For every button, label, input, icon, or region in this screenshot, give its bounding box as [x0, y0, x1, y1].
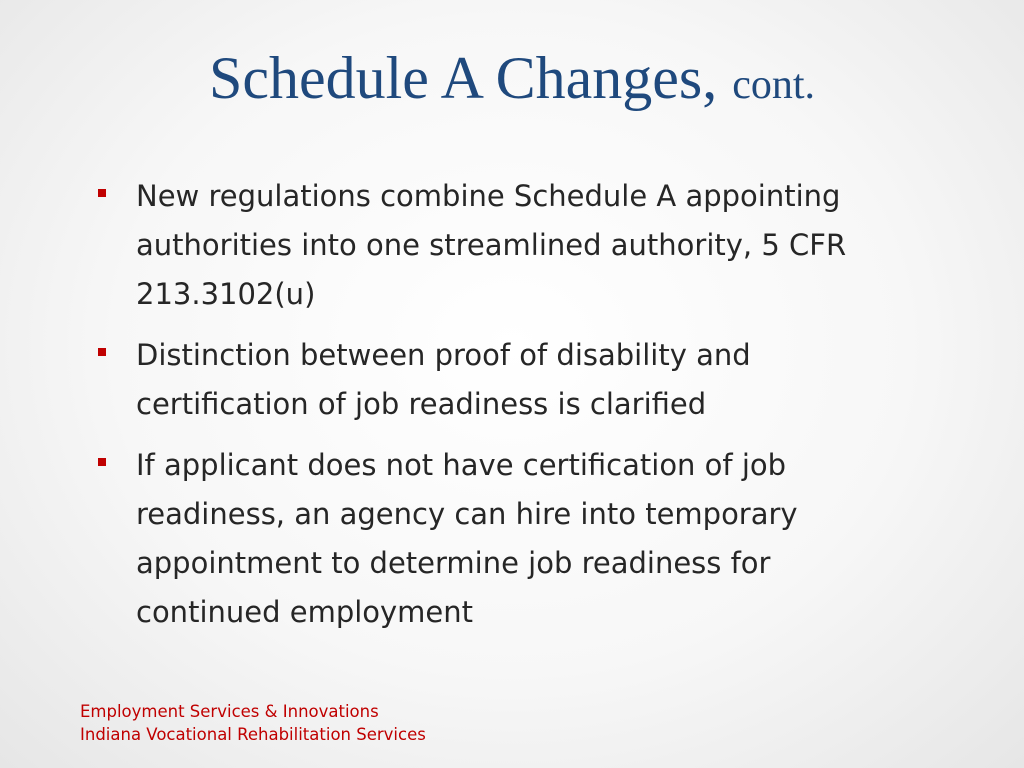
footer-line-agency: Indiana Vocational Rehabilitation Services [80, 725, 426, 744]
square-bullet-icon [98, 458, 106, 466]
bullet-item [98, 331, 898, 429]
bullet-text: New regulations combine Schedule A appointing authorities into one streamlined authority, 5 CFR 213.3102(u) [136, 179, 847, 311]
footer-line-organization: Employment Services & Innovations [80, 702, 379, 721]
square-bullet-icon [98, 189, 106, 197]
bullet-item [98, 172, 898, 319]
bullet-text: If applicant does not have certification of job readiness, an agency can hire into temporary appointment to determine job readiness for continued employment [136, 448, 798, 629]
slide-title-main: Schedule A Changes, [208, 45, 718, 111]
bullet-item [98, 441, 898, 637]
bullet-list [98, 172, 898, 649]
slide-title [0, 38, 1024, 125]
square-bullet-icon [98, 348, 106, 356]
slide-title-suffix: cont. [732, 62, 816, 108]
bullet-text: Distinction between proof of disability and certification of job readiness is clarified [136, 338, 751, 421]
footer [80, 700, 426, 746]
